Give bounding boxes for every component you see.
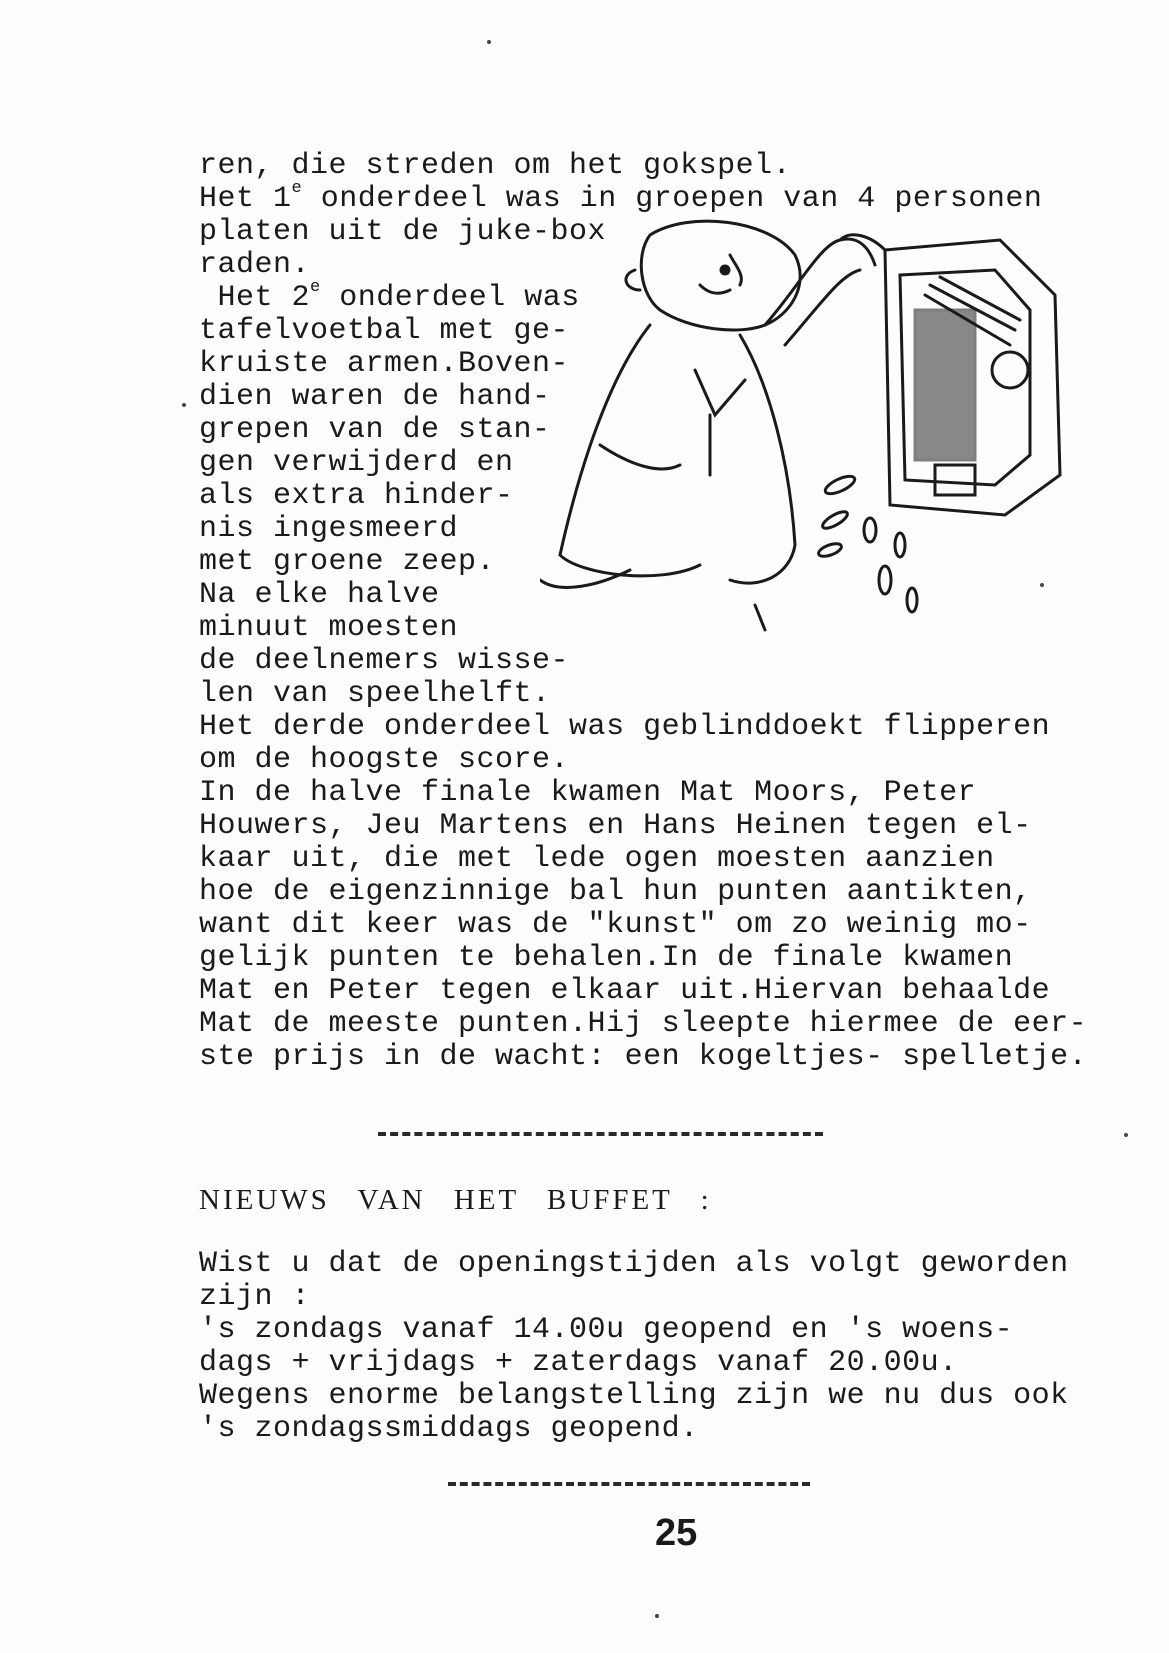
article-line-text: want dit keer was de "kunst" om zo weinig mo- <box>199 908 1032 942</box>
article-line <box>199 447 514 480</box>
article-line-text: In de halve finale kwamen Mat Moors, Peter <box>199 776 977 810</box>
article-line-text: dien waren de hand- <box>199 380 551 414</box>
article-line <box>199 513 458 546</box>
article-line-text: grepen van de stan- <box>199 413 551 447</box>
article-line <box>199 278 580 315</box>
article-line-text: onderdeel was <box>320 281 580 315</box>
article-line-text: len van speelhelft. <box>199 677 551 711</box>
article-line-text: als extra hinder- <box>199 479 514 513</box>
article-line <box>199 179 1043 216</box>
article-line-text: hoe de eigenzinnige bal hun punten aantikten, <box>199 875 1032 909</box>
article-line-text: kaar uit, die met lede ogen moesten aanzien <box>199 842 995 876</box>
article-line <box>199 975 1050 1008</box>
buffet-line: Wist u dat de openingstijden als volgt geworden <box>199 1247 1069 1281</box>
article-line <box>199 249 310 282</box>
article-line-text: met groene zeep. <box>199 545 496 579</box>
article-line <box>199 1008 1087 1041</box>
article-line <box>199 645 569 678</box>
article-line-text: Het 1 <box>199 182 292 216</box>
scan-speck <box>487 40 491 44</box>
buffet-heading: NIEUWS VAN HET BUFFET : <box>199 1184 712 1216</box>
scan-speck <box>182 403 186 407</box>
separator-line <box>378 1132 823 1136</box>
article-line <box>199 711 1050 744</box>
article-line-text: Na elke halve <box>199 578 440 612</box>
article-line-text: minuut moesten <box>199 611 459 645</box>
article-line-text: raden. <box>199 248 311 282</box>
article-line-text: Mat en Peter tegen elkaar uit.Hiervan behaalde <box>199 974 1051 1008</box>
article-line <box>199 414 551 447</box>
scan-speck <box>655 1614 659 1618</box>
article-line <box>199 480 514 513</box>
article-line <box>199 810 1032 843</box>
article-line-text: onderdeel was in groepen van 4 personen <box>302 182 1043 216</box>
article-line-text: ste prijs in de wacht: een kogeltjes- spelletje. <box>199 1040 1088 1074</box>
article-line <box>199 744 569 777</box>
scan-speck <box>1040 583 1044 587</box>
article-line-text: platen uit de juke-box <box>199 215 607 249</box>
article-line-text: Houwers, Jeu Martens en Hans Heinen tegen el- <box>199 809 1032 843</box>
article-line-text: kruiste armen.Boven- <box>199 347 570 381</box>
article-line <box>199 843 995 876</box>
article-line <box>199 942 1013 975</box>
article-line <box>199 1041 1087 1074</box>
ordinal-superscript: e <box>310 278 321 297</box>
article-line-text: ren, die streden om het gokspel. <box>199 149 792 183</box>
article-line-text: gelijk punten te behalen.In de finale kwamen <box>199 941 1014 975</box>
article-line-text: tafelvoetbal met ge- <box>199 314 570 348</box>
separator-line <box>448 1482 810 1486</box>
article-line-text: nis ingesmeerd <box>199 512 459 546</box>
article-line <box>199 777 976 810</box>
article-line <box>199 381 551 414</box>
article-line <box>199 348 569 381</box>
article-line <box>199 579 440 612</box>
ordinal-superscript: e <box>291 179 303 198</box>
buffet-line: 's zondags vanaf 14.00u geopend en 's woens- <box>199 1313 1014 1347</box>
article-line <box>199 876 1032 909</box>
article-line-text: Mat de meeste punten.Hij sleepte hiermee de eer- <box>199 1007 1088 1041</box>
buffet-line: dags + vrijdags + zaterdags vanaf 20.00u. <box>199 1346 958 1380</box>
page-number: 25 <box>655 1512 698 1554</box>
article-line-text: om de hoogste score. <box>199 743 570 777</box>
buffet-line: zijn : <box>199 1280 311 1314</box>
article-line <box>199 150 791 183</box>
article-line <box>199 678 551 711</box>
article-line-text: gen verwijderd en <box>199 446 514 480</box>
article-line <box>199 612 458 645</box>
article-line <box>199 546 495 579</box>
article-line-text: Het 2 <box>199 281 311 315</box>
buffet-line: 's zondagssmiddags geopend. <box>199 1412 699 1446</box>
buffet-line: Wegens enorme belangstelling zijn we nu dus ook <box>199 1379 1069 1413</box>
article-line <box>199 315 569 348</box>
article-line <box>199 909 1032 942</box>
article-line-text: de deelnemers wisse- <box>199 644 570 678</box>
article-line-text: Het derde onderdeel was geblinddoekt flipperen <box>199 710 1051 744</box>
jukebox-player-drawing-icon <box>540 215 1120 655</box>
scan-speck <box>1124 1133 1128 1137</box>
